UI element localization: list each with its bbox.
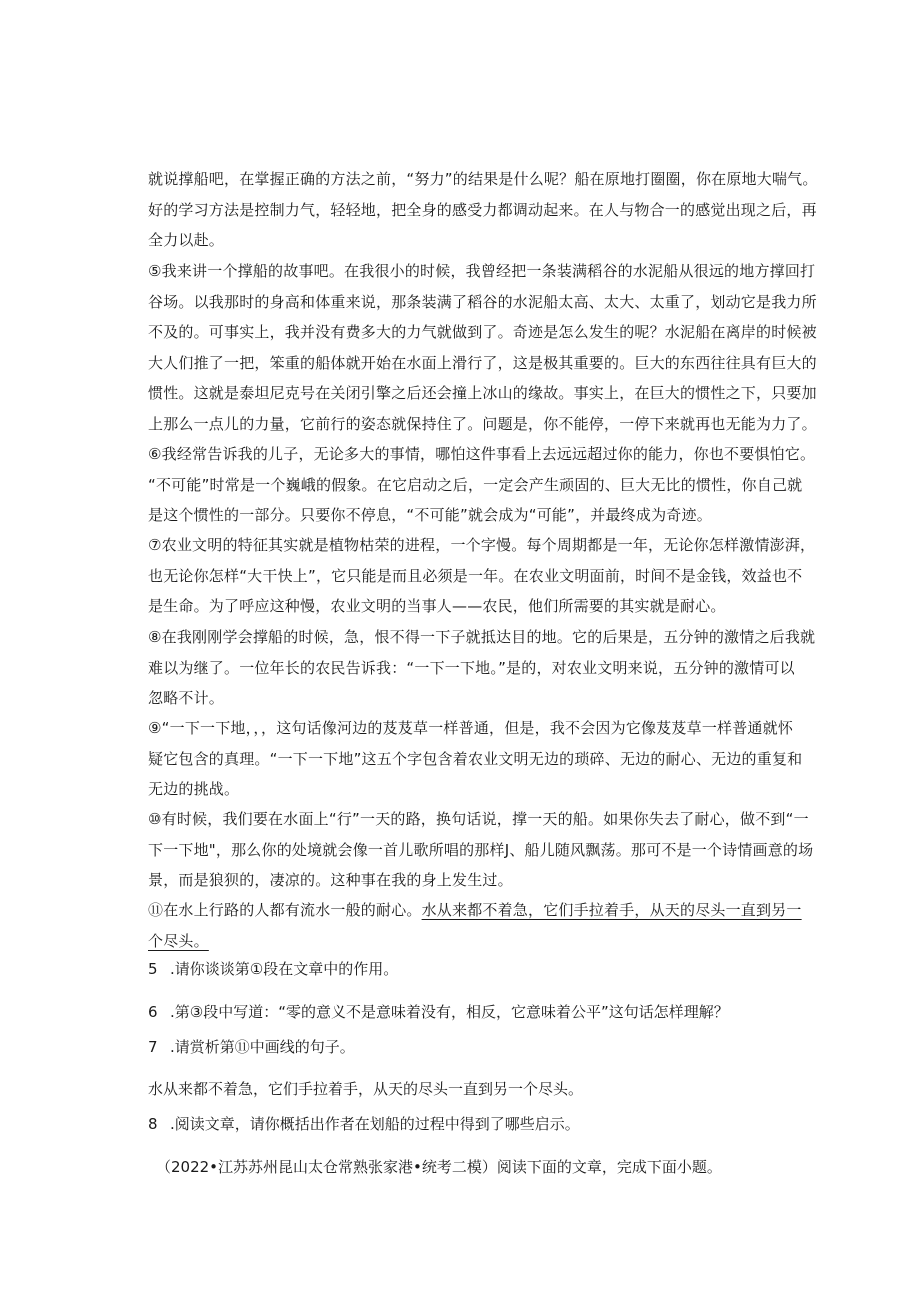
text-line: 就说撑船吧，在掌握正确的方法之前，“努力”的结果是什么呢？船在原地打圈圈，你在原地大喘气。: [148, 170, 818, 188]
text-line: 惯性。这就是泰坦尼克号在关闭引擎之后还会撞上冰山的缘故。事实上，在巨大的惯性之下，只要加: [148, 384, 817, 402]
section-source-line: （2022•江苏苏州昆山太仓常熟张家港•统考二模）阅读下面的文章，完成下面小题。: [156, 1158, 722, 1176]
text-line: ⑩有时候，我们要在水面上“行”一天的路，换句话说，撑一天的船。如果你失去了耐心，做不到“一: [148, 810, 809, 828]
question-7: [148, 1036, 355, 1058]
question-text: .第③段中写道：“零的意义不是意味着没有，相反，它意味着公平”这句话怎样理解？: [170, 1003, 729, 1021]
question-7-quote: 水从来都不着急，它们手拉着手，从天的尽头一直到另一个尽头。: [148, 1080, 584, 1098]
paragraph-8: [148, 622, 848, 714]
question-text: .请赏析第⑪中画线的句子。: [170, 1038, 355, 1056]
text-line: ⑧在我刚刚学会撑船的时候，急，恨不得一下子就抵达目的地。它的后果是，五分钟的激情之后我就: [148, 628, 816, 646]
text-line: 是生命。为了呼应这种慢，农业文明的当事人——农民，他们所需要的其实就是耐心。: [148, 597, 726, 615]
text-line: 大人们推了一把，笨重的船体就开始在水面上滑行了，这是极其重要的。巨大的东西往往具有巨大的: [148, 353, 817, 372]
paragraph-7: [148, 530, 848, 622]
question-number: 8: [148, 1115, 158, 1133]
underlined-sentence: 水从来都不着急，它们手拉着手，从天的尽头一直到另一: [421, 901, 802, 919]
paragraph-5: [148, 256, 848, 439]
text-line: “不可能”时常是一个巍峨的假象。在它启动之后，一定会产生顽固的、巨大无比的惯性，你自己就: [148, 475, 803, 494]
question-text: .阅读文章，请你概括出作者在划船的过程中得到了哪些启示。: [170, 1115, 580, 1133]
text-line: 谷场。以我那时的身高和体重来说，那条装满了稻谷的水泥船太高、太大、太重了，划动它是我力所: [148, 292, 817, 311]
question-8: [148, 1113, 580, 1135]
question-number: 5: [148, 960, 158, 978]
text-line: ⑥我经常告诉我的儿子，无论多大的事情，哪怕这件事看上去远远超过你的能力，你也不要惧怕它。: [148, 445, 816, 463]
text-line: 疑它包含的真理。“一下一下地”这五个字包含着农业文明无边的琐碎、无边的耐心、无边的重复和: [148, 749, 803, 768]
text-line: 无边的挑战。: [148, 780, 240, 798]
text-line: 好的学习方法是控制力气，轻轻地，把全身的感受力都调动起来。在人与物合一的感觉出现之后，再: [148, 200, 817, 219]
question-number: 6: [148, 1003, 158, 1021]
paragraph-10: [148, 804, 848, 896]
text-line: ⑤我来讲一个撑船的故事吧。在我很小的时候，我曾经把一条装满稻谷的水泥船从很远的地方撑回打: [148, 262, 816, 280]
text-line: 也无论你怎样“大干快上”，它只能是而且必须是一年。在农业文明面前，时间不是金钱，效益也不: [148, 566, 803, 585]
question-number: 7: [148, 1038, 158, 1056]
question-5: [148, 958, 398, 980]
text-line: 上那么一点儿的力量，它前行的姿态就保持住了。问题是，你不能停，一停下来就再也无能为力了。: [148, 414, 817, 433]
text-line: [148, 926, 848, 957]
paragraph-9: [148, 713, 848, 805]
text-line: [148, 895, 848, 926]
text-line: ⑦农业文明的特征其实就是植物枯荣的进程，一个字慢。每个周期都是一年，无论你怎样激情澎湃，: [148, 536, 816, 554]
paragraph-11: [148, 895, 848, 956]
question-text: .请你谈谈第①段在文章中的作用。: [170, 960, 399, 978]
text-line: 景，而是狼狈的，凄凉的。这种事在我的身上发生过。: [148, 871, 513, 889]
text-line: 全力以赴。: [148, 231, 225, 249]
text-line: 是这个惯性的一部分。只要你不停息，“不可能”就会成为“可能”，并最终成为奇迹。: [148, 506, 712, 524]
text-line: 下一下地"，那么你的处境就会像一首儿歌所唱的那样J、船儿随风飘荡。那可不是一个诗情画意的场: [148, 840, 814, 859]
text-line: 忽略不计。: [148, 689, 225, 707]
paragraph-6: [148, 439, 848, 531]
question-6: [148, 1001, 729, 1023]
underlined-sentence-end: 个尽头。: [148, 931, 209, 950]
paragraph-intro: [148, 164, 848, 256]
text-line: 不及的。可事实上，我并没有费多大的力气就做到了。奇迹是怎么发生的呢？水泥船在离岸的时候被: [148, 323, 817, 341]
text-line: 难以为继了。一位年长的农民告诉我：“一下一下地。”是的，对农业文明来说，五分钟的激情可以: [148, 658, 795, 677]
paragraph-11-lead: ⑪在水上行路的人都有流水一般的耐心。: [148, 901, 422, 919]
text-line: ⑨“一下一下地，，，这句话像河边的芨芨草一样普通，但是，我不会因为它像芨芨草一样普通就怀: [148, 719, 794, 737]
